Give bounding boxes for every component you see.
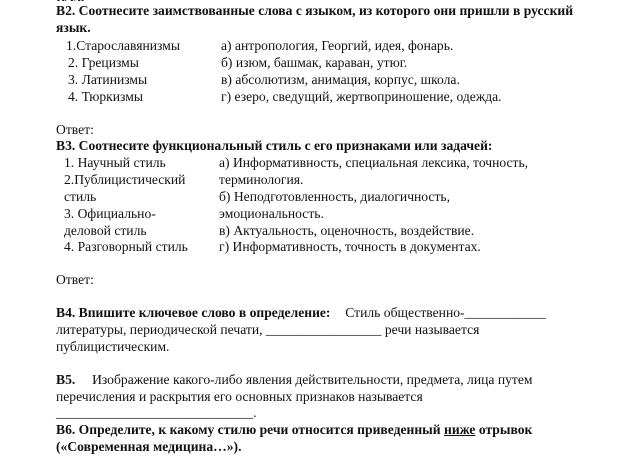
b5-label: В5. xyxy=(56,372,76,387)
b3-left-6: 4. Разговорный стиль xyxy=(64,239,188,254)
b6-line-1-start: В6. Определите, к какому стилю речи относится приведенный xyxy=(56,422,445,437)
b4-label: В4. Впишите ключевое слово в определение: xyxy=(56,305,331,320)
b3-right-6: г) Информативность, точность в документах. xyxy=(219,239,481,254)
b3-right-4: эмоциональность. xyxy=(219,206,324,221)
b4-line-3: публицистическим. xyxy=(56,339,170,354)
b3-right-3: б) Неподготовленность, диалогичность, xyxy=(219,189,451,204)
b6-underlined-word: ниже xyxy=(444,422,476,437)
b3-left-4: 3. Официально- xyxy=(64,206,156,221)
cut-off-heading xyxy=(56,0,116,1)
b3-left-2: 2.Публицистический xyxy=(64,172,186,187)
b3-left-1: 1. Научный стиль xyxy=(64,155,166,170)
b2-right-3: в) абсолютизм, анимация, корпус, школа. xyxy=(221,72,460,87)
b2-left-3: 3. Латинизмы xyxy=(68,72,148,87)
b3-answer-label: Ответ: xyxy=(56,272,94,287)
b2-answer-label: Ответ: xyxy=(56,122,94,137)
b5-line-2: перечисления и раскрытия его основных признаков называется xyxy=(56,389,423,404)
b5-line-3: _____________________________. xyxy=(56,405,257,420)
b3-right-5: в) Актуальность, оценочность, воздействие. xyxy=(219,223,475,238)
b4-line-2: литературы, периодической печати, _________________ речи называется xyxy=(56,322,480,337)
b3-right-1: а) Информативность, специальная лексика, точность, xyxy=(219,155,529,170)
b6-line-1 xyxy=(56,422,532,438)
b4-line-1-text: Стиль общественно-____________ xyxy=(345,305,547,320)
b4-line-1 xyxy=(56,305,546,321)
b2-right-2: б) изюм, башмак, караван, утюг. xyxy=(221,55,408,70)
b6-line-2: («Современная медицина…»). xyxy=(56,439,242,454)
b2-title-cont: язык. xyxy=(56,20,91,35)
b6-line-1-end: отрывок xyxy=(475,422,533,437)
b2-right-4: г) езеро, сведущий, жертвоприношение, одежда. xyxy=(221,89,502,104)
b5-line-1-text: Изображение какого-либо явления действительности, предмета, лица путем xyxy=(92,372,533,387)
b2-right-1: а) антропология, Георгий, идея, фонарь. xyxy=(221,38,454,53)
b2-left-2: 2. Грецизмы xyxy=(68,55,139,70)
b3-right-2: терминология. xyxy=(219,172,304,187)
b2-left-4: 4. Тюркизмы xyxy=(68,89,143,104)
b2-left-1: 1.Старославянизмы xyxy=(66,38,180,53)
b3-left-5: деловой стиль xyxy=(64,223,147,238)
b2-title: В2. Соотнесите заимствованные слова с языком, из которого они пришли в русский xyxy=(56,3,574,18)
b3-title: В3. Соотнесите функциональный стиль с его признаками или задачей: xyxy=(56,138,493,153)
b3-left-3: стиль xyxy=(64,189,97,204)
b5-line-1 xyxy=(56,372,532,388)
